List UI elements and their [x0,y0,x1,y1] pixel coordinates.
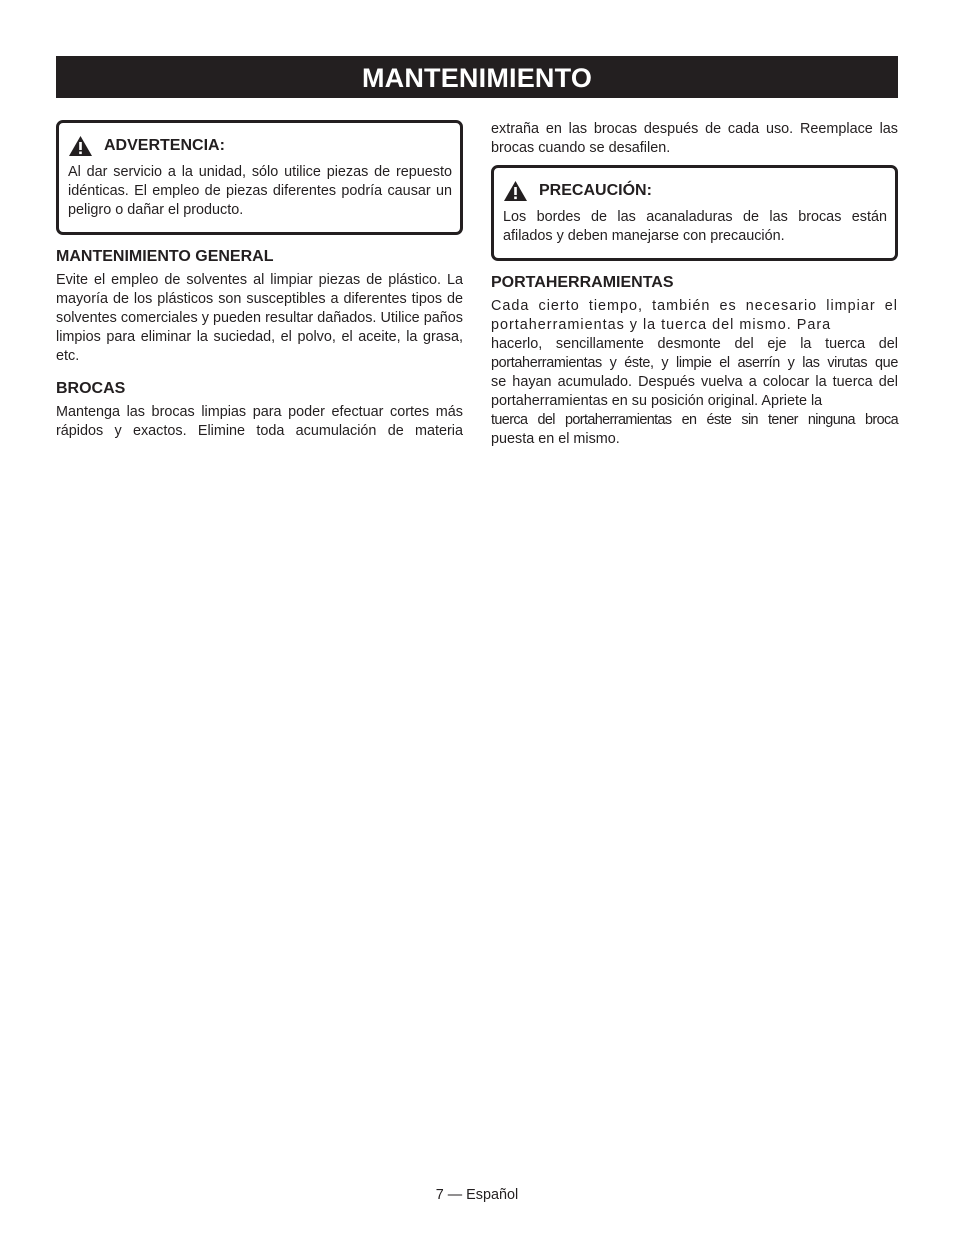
collet-text-line4: se hayan acumulado. Después vuelva a colocar la tuerca del portaherramientas en su posición original. Apriete la [491,374,898,409]
warning-box-header [68,135,452,157]
warning-box [56,120,463,235]
caution-box [491,165,898,261]
right-column [491,120,898,449]
general-maintenance-section [56,247,463,366]
collet-text-line5: tuerca del portaherramientas en éste sin tener ninguna broca [491,412,898,428]
collet-text-line2: hacerlo, sencillamente desmonte del eje la tuerca del [491,336,898,352]
general-maintenance-heading: MANTENIMIENTO GENERAL [56,248,274,265]
warning-triangle-icon [68,135,93,157]
bits-text-part1: Mantenga las brocas limpias para poder efectuar cortes más rápidos y exactos. Elimine toda acumulación de materia [56,404,463,439]
bits-heading: BROCAS [56,380,126,397]
caution-text: Los bordes de las acanaladuras de las brocas están afilados y deben manejarse con precaución. [503,209,887,244]
collet-section [491,273,898,449]
page-footer: 7 — Español [435,1187,519,1203]
warning-text: Al dar servicio a la unidad, sólo utilice piezas de repuesto idénticas. El empleo de piezas diferentes podría causar un peligro o dañar el producto. [68,164,452,218]
collet-text-line3: portaherramientas y éste, y limpie el aserrín y las virutas que [491,355,898,371]
warning-heading: ADVERTENCIA: [104,137,225,154]
bits-text-part2: extraña en las brocas después de cada uso. Reemplace las brocas cuando se desafilen. [491,121,898,156]
collet-text-line6: puesta en el mismo. [491,431,620,447]
left-column [56,120,463,441]
warning-triangle-icon [503,180,528,202]
caution-heading: PRECAUCIÓN: [539,182,652,199]
general-maintenance-text: Evite el empleo de solventes al limpiar piezas de plástico. La mayoría de los plásticos son susceptibles a diferentes tipos de solventes comerciales y pueden resultar dañados. Utilice paños limpios para eliminar la suciedad, el polvo, el aceite, la grasa, etc. [56,272,463,364]
bits-section [56,379,463,441]
collet-text-line1: Cada cierto tiempo, también es necesario limpiar el portaherramientas y la tuerca del mismo. Para [491,298,898,333]
collet-heading: PORTAHERRAMIENTAS [491,274,674,291]
page-title: MANTENIMIENTO [56,56,898,98]
caution-box-header [503,180,887,202]
